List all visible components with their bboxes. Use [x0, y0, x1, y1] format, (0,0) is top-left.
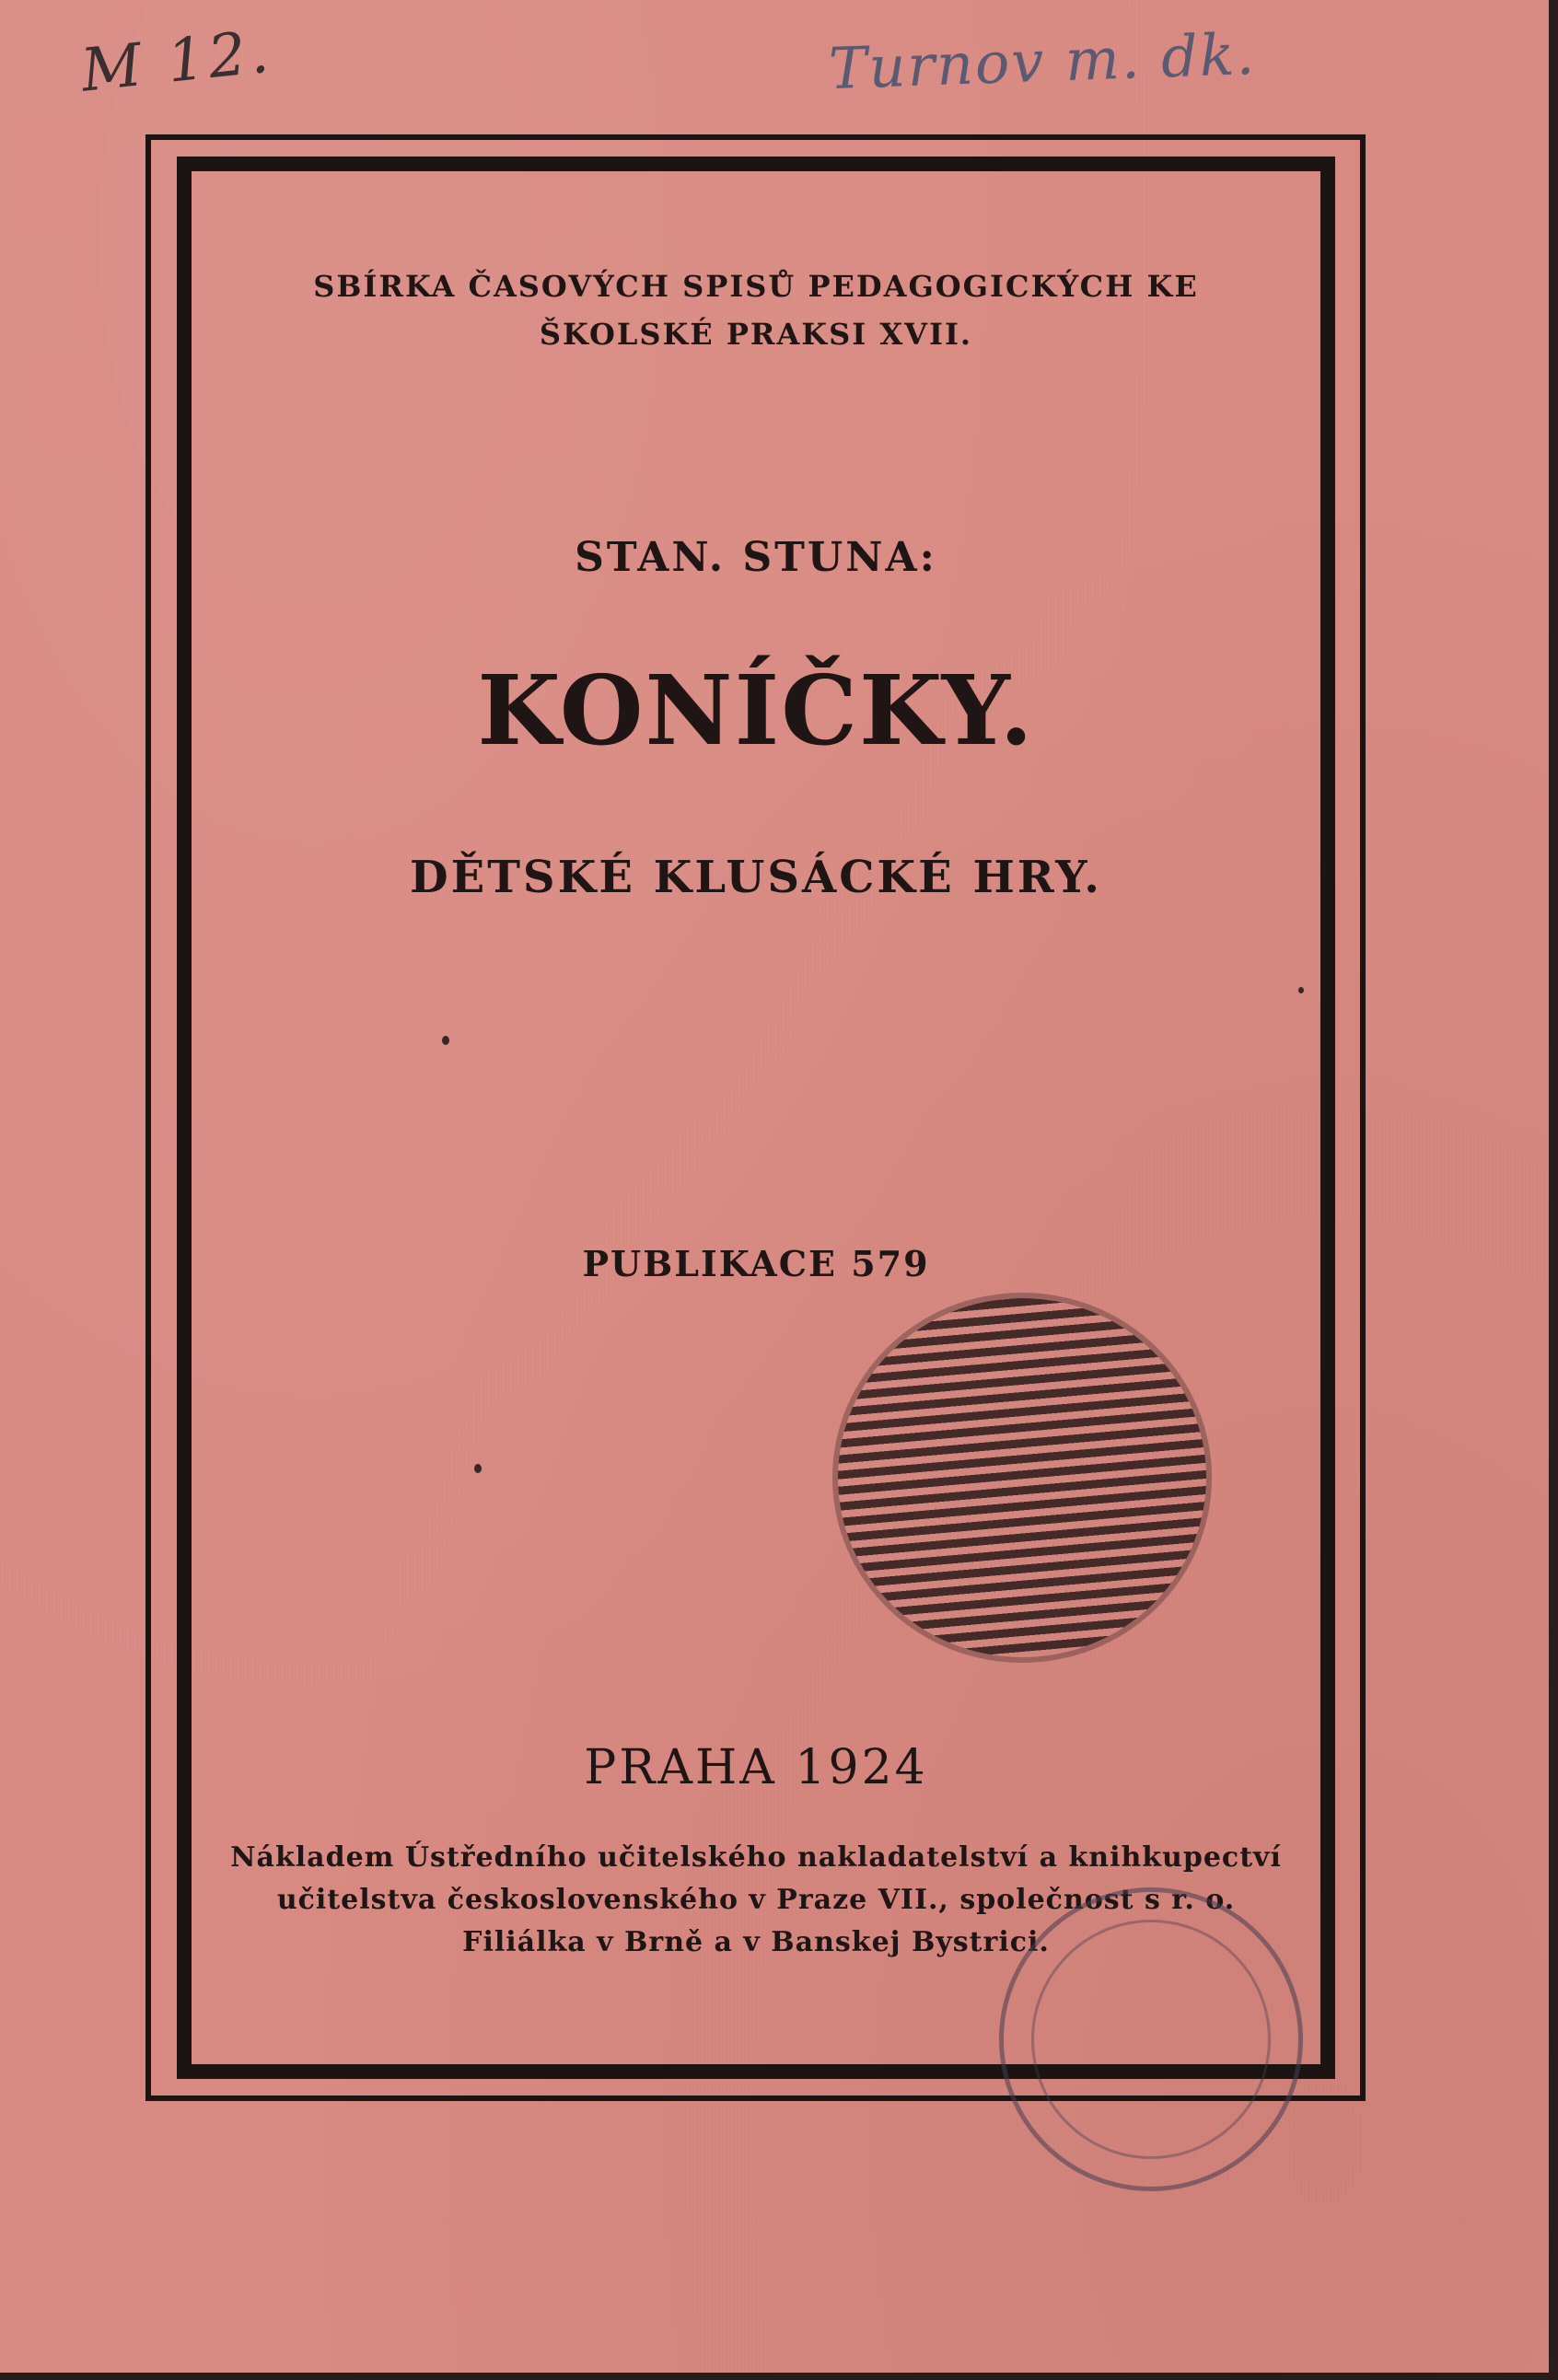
handwritten-shelf-mark: M 12. [77, 17, 275, 106]
paper-speck [442, 1036, 449, 1045]
author-name: STAN. STUNA: [575, 534, 937, 581]
paper-speck [1298, 987, 1304, 993]
series-line-1: SBÍRKA ČASOVÝCH SPISŮ PEDAGOGICKÝCH KE [313, 269, 1199, 304]
paper-speck [474, 1464, 482, 1473]
book-title: KONÍČKY. [477, 654, 1035, 767]
publication-number: PUBLIKACE 579 [582, 1243, 930, 1284]
imprint-city-year: PRAHA 1924 [584, 1740, 928, 1795]
publisher-line-3: Filiálka v Brně a v Banskej Bystrici. [462, 1926, 1050, 1958]
publisher-line-2: učitelstva československého v Praze VII., společnost s r. o. [276, 1884, 1236, 1916]
scan-edge-right [1549, 0, 1558, 2380]
book-subtitle: DĚTSKÉ KLUSÁCKÉ HRY. [410, 852, 1102, 903]
series-line-2: ŠKOLSKÉ PRAKSI XVII. [539, 317, 973, 352]
series-title [177, 262, 1335, 358]
scan-edge-bottom [0, 2373, 1558, 2380]
handwritten-location-note: Turnov m. dk. [827, 19, 1258, 103]
library-stamp-faded [999, 1887, 1303, 2191]
library-stamp-dark [838, 1298, 1206, 1657]
publisher-line-1: Nákladem Ústředního učitelského nakladatelství a knihkupectví [230, 1841, 1282, 1874]
